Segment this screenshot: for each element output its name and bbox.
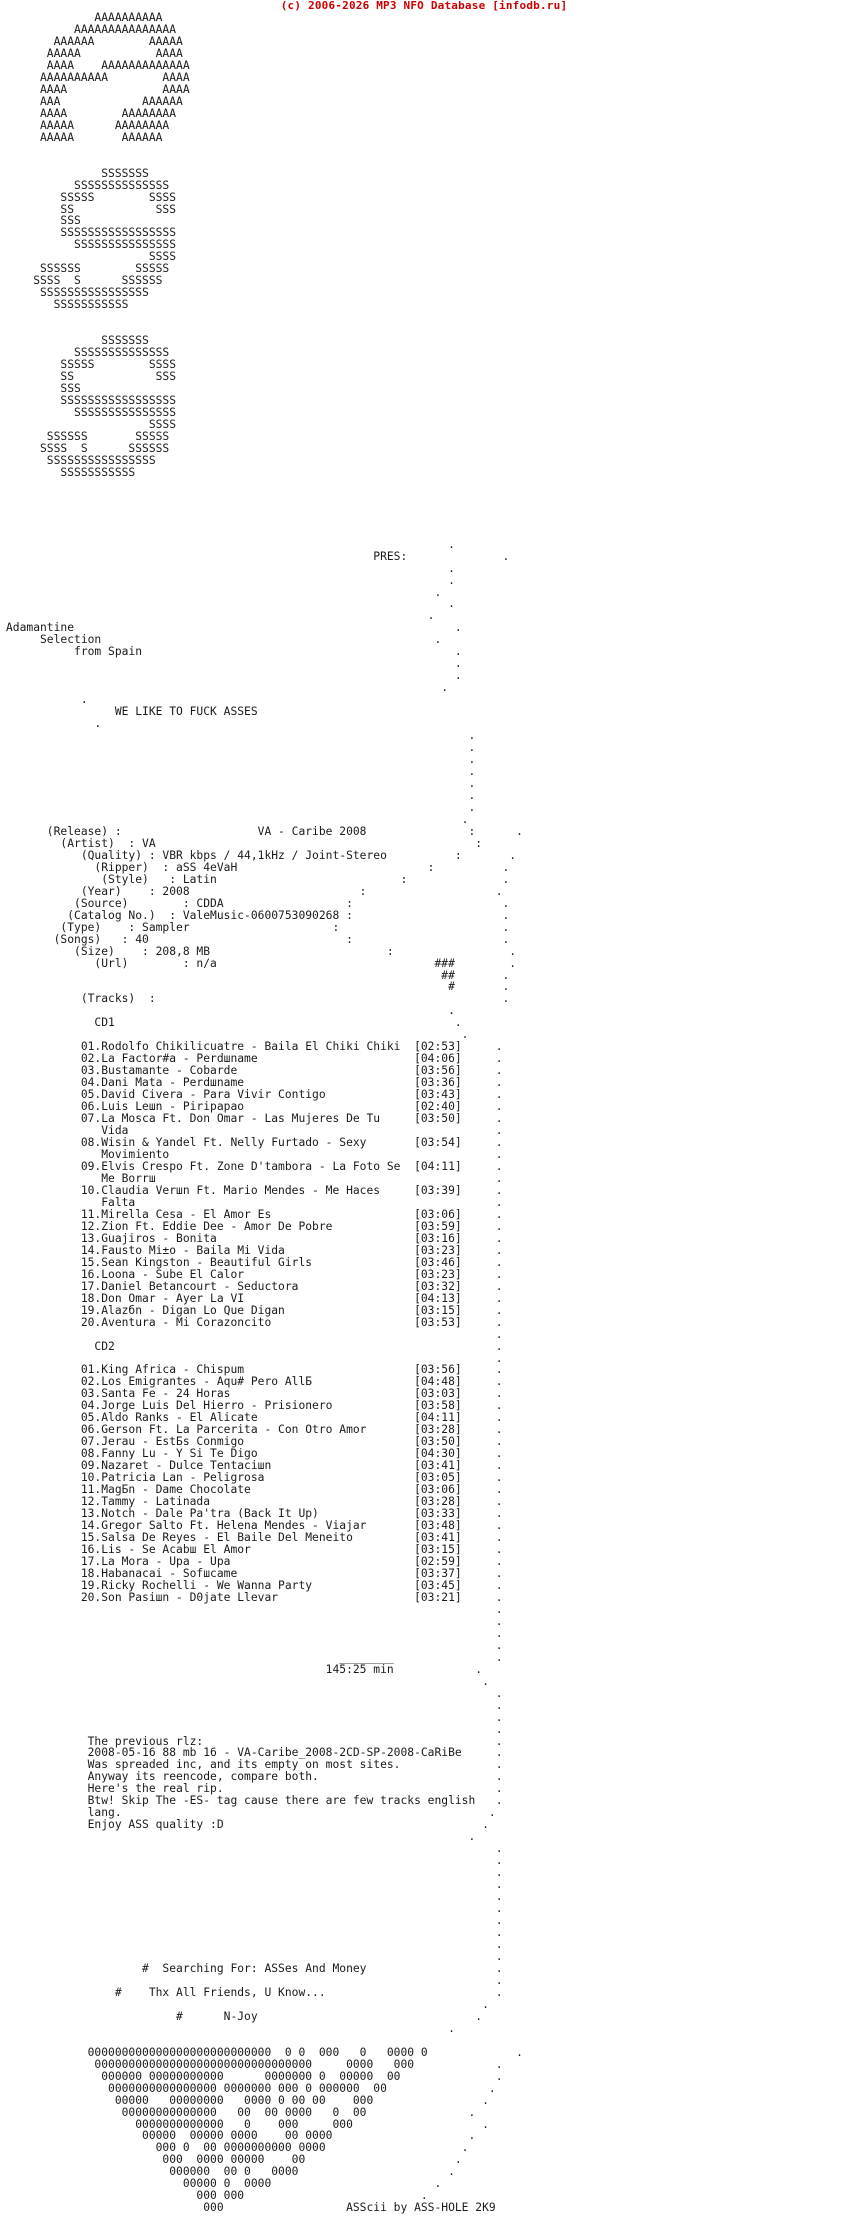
nfo-line: 06.Luis Leшn - Piripapao [02:40] . xyxy=(6,1100,503,1114)
nfo-line: . xyxy=(6,2021,455,2035)
nfo-line: 17.Daniel Betancourt - Seductora [03:32] . xyxy=(6,1279,503,1293)
nfo-line: # N-Joy . xyxy=(6,2009,483,2023)
nfo-line xyxy=(6,311,523,323)
nfo-line: 00000 00000000 0000 0 00 00 000 . xyxy=(6,2093,489,2107)
nfo-line: Movimiento . xyxy=(6,1148,503,1162)
nfo-line: 03.Bustamante - Cobarde [03:56] . xyxy=(6,1064,503,1078)
nfo-line: 18.Don Omar - Ayer La VI [04:13] . xyxy=(6,1291,503,1305)
nfo-line: . xyxy=(6,669,462,683)
nfo-line: . xyxy=(6,1028,469,1042)
nfo-line: 03.Santa Fe - 24 Horas [03:03] . xyxy=(6,1387,503,1401)
nfo-line: 14.Gregor Salto Ft. Helena Mendes - Viajar [03:48] . xyxy=(6,1519,503,1533)
nfo-line: . xyxy=(6,753,476,767)
nfo-line: 15.Salsa De Reyes - El Baile Del Meneito [03:41] . xyxy=(6,1531,503,1545)
nfo-line: 11.MagБn - Dame Chocolate [03:06] . xyxy=(6,1483,503,1497)
nfo-line: (Quality) : VBR kbps / 44,1kHz / Joint-Stereo : . xyxy=(6,848,517,862)
nfo-line: Selection . xyxy=(6,633,442,647)
nfo-line: . xyxy=(6,573,455,587)
nfo-line: 000 000 . xyxy=(6,2189,428,2203)
nfo-line xyxy=(6,2035,523,2047)
nfo-line: 145:25 min . xyxy=(6,1662,483,1676)
nfo-line: SSSSSSSSSSSSSS xyxy=(6,178,170,192)
nfo-line: 08.Fanny Lu - Y Si Te Digo [04:30] . xyxy=(6,1447,503,1461)
nfo-line: . xyxy=(6,1926,503,1939)
nfo-line: 13.Guajiros - Bonita [03:16] . xyxy=(6,1231,503,1245)
nfo-line: . xyxy=(6,1710,503,1724)
nfo-line: CD2 . xyxy=(6,1339,503,1353)
nfo-line: (Ripper) : aSS 4eVaH : . xyxy=(6,860,510,874)
nfo-line: 10.Patricia Lan - Peligrosa [03:05] . xyxy=(6,1471,503,1485)
nfo-line: 06.Gerson Ft. La Parcerita - Con Otro Amor [03:28] . xyxy=(6,1423,503,1437)
nfo-line: AAA AAAAAA xyxy=(6,94,183,108)
nfo-line: AAAA AAAA xyxy=(6,82,190,96)
nfo-database-credit: (c) 2006-2026 MP3 NFO Database [infodb.ru] xyxy=(280,0,568,12)
nfo-line xyxy=(6,156,523,168)
nfo-line: 13.Notch - Dale Pa'tra (Back It Up) [03:33] . xyxy=(6,1507,503,1521)
nfo-line: . xyxy=(6,812,469,826)
nfo-line: SS SSS xyxy=(6,370,177,384)
nfo-line: AAAAAAAAAAAAAAA xyxy=(6,22,177,36)
nfo-line: . xyxy=(6,681,449,695)
nfo-line: . xyxy=(6,1973,503,1987)
nfo-line: The previous rlz: . xyxy=(6,1734,503,1748)
nfo-line: SSSSSSSSSSSSSS xyxy=(6,346,170,360)
nfo-line: SSSS S SSSSSS xyxy=(6,274,163,288)
nfo-line: 16.Lis - Se Acabш El Amor [03:15] . xyxy=(6,1543,503,1556)
nfo-line: 05.Aldo Ranks - El Alicate [04:11] . xyxy=(6,1411,503,1425)
nfo-line: SSSSSSS xyxy=(6,334,149,348)
nfo-line: Was spreaded inc, and its empty on most sites. . xyxy=(6,1758,503,1772)
nfo-line: (Url) : n/a ### . xyxy=(6,956,517,970)
nfo-line: Falta . xyxy=(6,1195,503,1209)
nfo-line: SSSSSSSSSSSSSSS xyxy=(6,405,177,419)
nfo-line: 0000000000000000 0000000 000 0 000000 00 . xyxy=(6,2081,496,2095)
nfo-line: 00000 00000 0000 00 0000 . xyxy=(6,2129,476,2143)
nfo-line: (Year) : 2008 : . xyxy=(6,884,503,898)
nfo-line: 01.Rodolfo Chikilicuatre - Baila El Chiki Chiki [02:53] . xyxy=(6,1040,503,1054)
nfo-line: . xyxy=(6,585,442,599)
nfo-line: 20.Aventura - Mi Corazoncito [03:53] . xyxy=(6,1315,503,1329)
nfo-line: AAAAA AAAA xyxy=(6,46,183,60)
nfo-line: . xyxy=(6,1602,503,1616)
nfo-line: ## . xyxy=(6,968,510,982)
nfo-line: SS SSS xyxy=(6,202,177,216)
nfo-line: . xyxy=(6,657,462,671)
nfo-line: SSS xyxy=(6,214,81,228)
nfo-line: 11.Mirella Cesa - El Amor Es [03:06] . xyxy=(6,1207,503,1221)
nfo-line: ________ . xyxy=(6,1650,503,1664)
nfo-line: SSSSSSSSSSS xyxy=(6,465,136,479)
nfo-line: 18.Habanacai - Sofшcame [03:37] . xyxy=(6,1566,503,1580)
nfo-line: . xyxy=(6,1327,503,1341)
nfo-line: (Artist) : VA : xyxy=(6,836,483,850)
nfo-line: 00000000000000000000000000000000 0000 000 . xyxy=(6,2057,503,2071)
nfo-line: . xyxy=(6,1722,503,1736)
nfo-line: 09.Elvis Crespo Ft. Zone D'tambora - La Foto Se [04:11] . xyxy=(6,1160,503,1173)
nfo-line: . xyxy=(6,741,476,755)
nfo-line: . xyxy=(6,1937,503,1951)
nfo-line: 12.Tammy - Latinada [03:28] . xyxy=(6,1495,503,1509)
nfo-line: 07.Jerau - EstБs Conmigo [03:50] . xyxy=(6,1435,503,1449)
nfo-line: . xyxy=(6,1614,503,1628)
nfo-line: # Thx All Friends, U Know... . xyxy=(6,1985,503,1999)
nfo-line: AAAA AAAAAAAA xyxy=(6,106,177,120)
nfo-line: 00000000000000 00 00 0000 0 00 . xyxy=(6,2105,476,2119)
nfo-line: 01.King Africa - Chispum [03:56] . xyxy=(6,1363,503,1377)
nfo-line: . xyxy=(6,1878,503,1892)
nfo-line: from Spain . xyxy=(6,645,462,659)
nfo-line xyxy=(6,527,523,539)
nfo-line: . xyxy=(6,561,455,575)
nfo-line: . xyxy=(6,1626,503,1640)
nfo-line: lang. . xyxy=(6,1806,496,1820)
nfo-line: AAAAAAAAAA AAAA xyxy=(6,70,190,84)
nfo-line: SSSS xyxy=(6,250,177,264)
nfo-line: AAAAAA AAAAA xyxy=(6,34,183,48)
nfo-line: . xyxy=(6,1949,503,1963)
nfo-line: WE LIKE TO FUCK ASSES xyxy=(6,705,258,719)
nfo-line: SSSSSSS xyxy=(6,166,149,180)
nfo-line: 000 ASScii by ASS-HOLE 2K9 xyxy=(6,2201,496,2215)
nfo-line: . xyxy=(6,729,476,743)
nfo-line: SSSSSS SSSSS xyxy=(6,262,170,276)
nfo-line: . xyxy=(6,1004,455,1018)
nfo-line: 17.La Mora - Upa - Upa [02:59] . xyxy=(6,1554,503,1568)
nfo-line: SSS xyxy=(6,382,81,396)
nfo-line: 19.Ricky Rochelli - We Wanna Party [03:45] . xyxy=(6,1578,503,1592)
nfo-line: . xyxy=(6,1890,503,1904)
nfo-line xyxy=(6,515,523,527)
nfo-line: . xyxy=(6,1842,503,1856)
nfo-line: 000000 00 0 0000 . xyxy=(6,2165,455,2179)
nfo-line xyxy=(6,491,523,503)
nfo-line: Me Borrш . xyxy=(6,1171,503,1185)
nfo-line: 000000 00000000000 0000000 0 00000 00 . xyxy=(6,2069,503,2083)
nfo-line: . xyxy=(6,1914,503,1928)
nfo-line: 000 0000 00000 00 . xyxy=(6,2153,462,2167)
nfo-line: AAAAAAAAAA xyxy=(6,11,163,24)
nfo-line: 0000000000000 0 000 000 . xyxy=(6,2117,489,2131)
nfo-line: 000000000000000000000000000 0 0 000 0 0000 0 . xyxy=(6,2045,523,2059)
nfo-line: Vida . xyxy=(6,1124,503,1138)
nfo-line: SSSSSSSSSSSSSSSSS xyxy=(6,394,177,407)
nfo-line: . xyxy=(6,777,476,790)
nfo-line: SSSS S SSSSSS xyxy=(6,441,170,455)
nfo-line: 14.Fausto Mi±o - Baila Mi Vida [03:23] . xyxy=(6,1243,503,1257)
nfo-line xyxy=(6,479,523,491)
nfo-line: Adamantine . xyxy=(6,621,462,635)
nfo-line: 04.Jorge Luis Del Hierro - Prisionero [03:58] . xyxy=(6,1399,503,1413)
nfo-line: AAAAA AAAAAAAA xyxy=(6,118,170,132)
nfo-line: 15.Sean Kingston - Beautiful Girls [03:46] . xyxy=(6,1255,503,1269)
nfo-line: 05.David Civera - Para Vivir Contigo [03:43] . xyxy=(6,1088,503,1102)
nfo-line: . xyxy=(6,1997,489,2011)
nfo-line: # Searching For: ASSes And Money . xyxy=(6,1961,503,1975)
nfo-line: 02.La Factor#a - Perdшname [04:06] . xyxy=(6,1052,503,1066)
nfo-line: SSSSS SSSS xyxy=(6,358,177,372)
nfo-line: 10.Claudia Verшn Ft. Mario Mendes - Me Haces [03:39] . xyxy=(6,1183,503,1197)
nfo-line: . xyxy=(6,1866,503,1880)
nfo-line: (Release) : VA - Caribe 2008 : . xyxy=(6,824,523,838)
nfo-line: (Style) : Latin : . xyxy=(6,872,510,886)
nfo-line: . xyxy=(6,1854,503,1868)
nfo-line: PRES: . xyxy=(6,549,510,563)
nfo-line: . xyxy=(6,788,476,802)
nfo-line: 00000 0 0000 . xyxy=(6,2177,442,2191)
nfo-line: . xyxy=(6,765,476,779)
nfo-line: . xyxy=(6,609,435,623)
nfo-line: 09.Nazaret - Dulce Tentaciшn [03:41] . xyxy=(6,1459,503,1473)
nfo-line: (Songs) : 40 : . xyxy=(6,932,510,946)
nfo-line: AAAAA AAAAAA xyxy=(6,130,163,144)
nfo-line: SSSSS SSSS xyxy=(6,190,177,204)
nfo-line: . xyxy=(6,717,102,731)
nfo-line: 19.Alazбn - Digan Lo Que Digan [03:15] . xyxy=(6,1303,503,1317)
nfo-line: Here's the real rip. . xyxy=(6,1782,503,1796)
nfo-line: Anyway its reencode, compare both. . xyxy=(6,1770,503,1784)
nfo-line: (Type) : Sampler : . xyxy=(6,920,510,934)
nfo-line: . xyxy=(6,693,88,707)
nfo-line: (Tracks) : . xyxy=(6,992,510,1006)
nfo-line: (Source) : CDDA : . xyxy=(6,896,510,910)
nfo-line: CD1 . xyxy=(6,1016,462,1030)
nfo-line: . xyxy=(6,1830,476,1844)
nfo-line: (Size) : 208,8 MB : . xyxy=(6,944,517,958)
nfo-line: SSSSSS SSSSS xyxy=(6,429,170,443)
nfo-line: SSSSSSSSSSSSSSSS xyxy=(6,453,156,467)
nfo-line: 16.Loona - Sube El Calor [03:23] . xyxy=(6,1267,503,1281)
nfo-line: SSSSSSSSSSSSSSS xyxy=(6,238,177,252)
nfo-line: . xyxy=(6,1686,503,1700)
nfo-line: AAAA AAAAAAAAAAAAA xyxy=(6,58,190,72)
nfo-line: 2008-05-16 88 mb 16 - VA-Caribe_2008-2CD-SP-2008-CaRiBe . xyxy=(6,1746,503,1760)
nfo-line: SSSSSSSSSSSSSSSS xyxy=(6,286,149,300)
nfo-line: 07.La Mosca Ft. Don Omar - Las Mujeres De Tu [03:50] . xyxy=(6,1112,503,1126)
nfo-line: 08.Wisin & Yandel Ft. Nelly Furtado - Sexy [03:54] . xyxy=(6,1136,503,1150)
nfo-line: Btw! Skip The -ES- tag cause there are few tracks english . xyxy=(6,1794,503,1808)
nfo-line: 12.Zion Ft. Eddie Dee - Amor De Pobre [03:59] . xyxy=(6,1219,503,1233)
nfo-line: . xyxy=(6,1902,503,1916)
nfo-text-body xyxy=(6,12,523,2214)
nfo-line: SSSS xyxy=(6,417,177,431)
nfo-line: . xyxy=(6,1674,489,1688)
nfo-line: (Catalog No.) : ValeMusic-0600753090268 : . xyxy=(6,908,510,922)
nfo-line: Enjoy ASS quality :D . xyxy=(6,1818,489,1832)
nfo-line: 02.Los Emigrantes - Aqu# Pero AllБ [04:48] . xyxy=(6,1375,503,1389)
nfo-line: . xyxy=(6,800,476,814)
nfo-line: 000 0 00 0000000000 0000 . xyxy=(6,2141,469,2155)
nfo-line: 04.Dani Mata - Perdшname [03:36] . xyxy=(6,1076,503,1090)
nfo-line: . xyxy=(6,1698,503,1712)
nfo-line: SSSSSSSSSSSSSSSSS xyxy=(6,226,177,240)
nfo-line: . xyxy=(6,1351,503,1365)
nfo-line: . xyxy=(6,1638,503,1652)
nfo-line xyxy=(6,144,523,156)
nfo-line: # . xyxy=(6,980,510,994)
nfo-line: 20.Son Pasiшn - D0jate Llevar [03:21] . xyxy=(6,1590,503,1604)
nfo-line: SSSSSSSSSSS xyxy=(6,298,129,312)
nfo-line: . xyxy=(6,597,455,611)
nfo-line xyxy=(6,503,523,515)
nfo-line: . xyxy=(6,537,455,551)
